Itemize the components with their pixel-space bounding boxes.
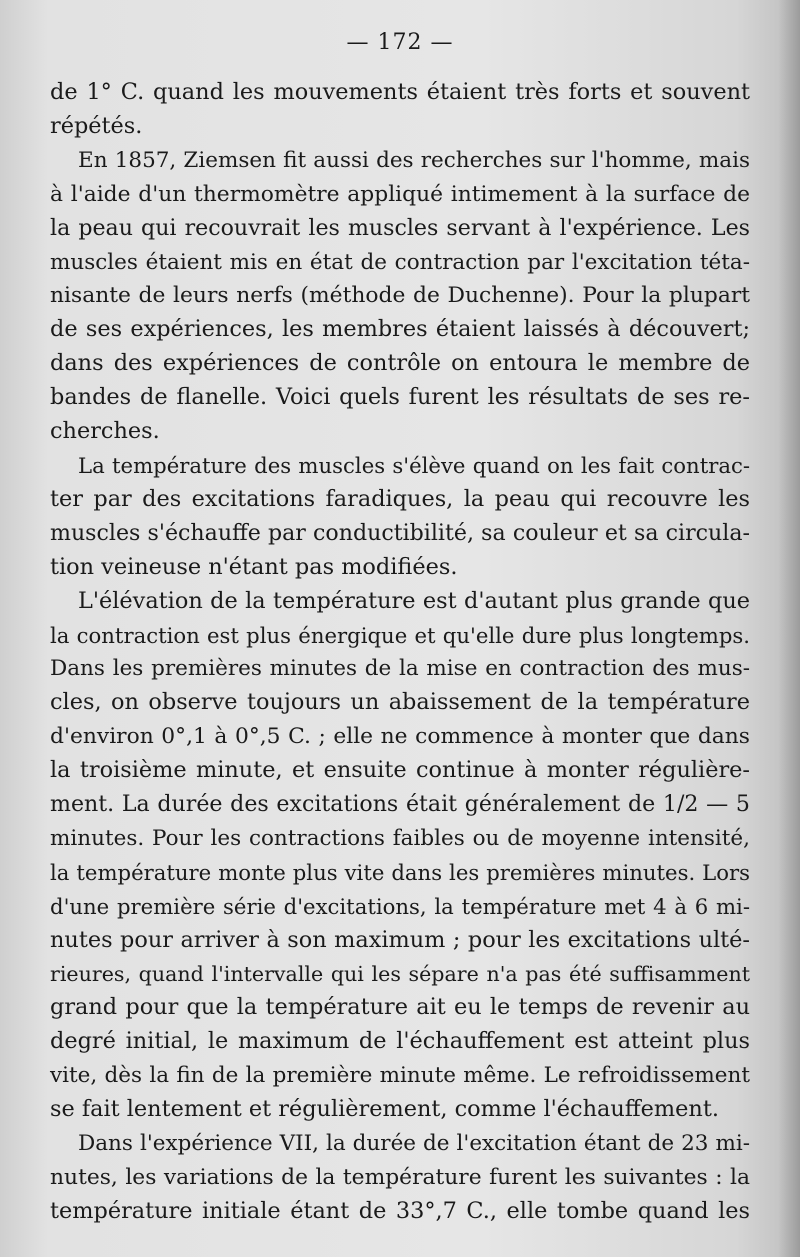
text-line: cles, on observe toujours un abaissement de la température: [50, 689, 750, 716]
text-line: la peau qui recouvrait les muscles servant à l'expérience. Les: [50, 214, 750, 241]
text-line: d'environ 0°,1 à 0°,5 C. ; elle ne commence à monter que dans: [50, 724, 750, 750]
text-line: La température des muscles s'élève quand on les fait contrac-: [78, 452, 750, 478]
paragraph-1: [50, 76, 750, 144]
text-line: muscles s'échauffe par conductibilité, sa couleur et sa circula-: [50, 519, 750, 546]
page-number: — 172 —: [346, 30, 454, 55]
paragraph-4: [50, 585, 750, 1128]
text-line: de 1° C. quand les mouvements étaient très forts et souvent: [50, 79, 750, 105]
text-line: En 1857, Ziemsen fit aussi des recherches sur l'homme, mais: [78, 147, 750, 173]
text-line: bandes de flanelle. Voici quels furent les résultats de ses re-: [50, 384, 750, 411]
text-line: vite, dès la fin de la première minute même. Le refroidissement: [50, 1063, 750, 1089]
text-line: nisante de leurs nerfs (méthode de Duchenne). Pour la plupart: [50, 283, 750, 309]
text-line: la troisième minute, et ensuite continue à monter régulière-: [50, 757, 750, 784]
text-line: rieures, quand l'intervalle qui les sépare n'a pas été suffisamment: [50, 961, 750, 986]
text-line: L'élévation de la température est d'autant plus grande que: [78, 587, 750, 614]
text-line: tion veineuse n'étant pas modifiées.: [50, 553, 458, 580]
paragraph-3: [50, 449, 750, 585]
text-line: ment. La durée des excitations était généralement de 1/2 — 5: [50, 791, 750, 818]
text-line: grand pour que la température ait eu le temps de revenir au: [50, 994, 750, 1021]
text-line: degré initial, le maximum de l'échauffement est atteint plus: [50, 1028, 750, 1055]
text-line: nutes pour arriver à son maximum ; pour les excitations ulté-: [50, 926, 750, 953]
text-line: répétés.: [50, 112, 143, 139]
text-line: la température monte plus vite dans les premières minutes. Lors: [50, 859, 750, 885]
text-line: d'une première série d'excitations, la température met 4 à 6 mi-: [50, 893, 750, 919]
paragraph-2: [50, 144, 750, 449]
text-line: se fait lentement et régulièrement, comme l'échauffement.: [50, 1096, 719, 1123]
text-line: Dans l'expérience VII, la durée de l'excitation étant de 23 mi-: [78, 1131, 750, 1157]
text-line: température initiale étant de 33°,7 C., elle tombe quand les: [50, 1197, 750, 1224]
paragraph-5: [50, 1127, 750, 1229]
text-line: de ses expériences, les membres étaient laissés à découvert;: [50, 316, 750, 343]
text-line: la contraction est plus énergique et qu'elle dure plus longtemps.: [50, 622, 750, 648]
page-edge-shadow: [778, 0, 800, 1257]
text-line: à l'aide d'un thermomètre appliqué intimement à la surface de: [50, 181, 750, 207]
text-line: dans des expériences de contrôle on entoura le membre de: [50, 350, 750, 377]
text-line: muscles étaient mis en état de contraction par l'excitation téta-: [50, 249, 750, 275]
text-line: cherches.: [50, 418, 160, 445]
body-text: [50, 76, 750, 1229]
text-line: nutes, les variations de la température furent les suivantes : la: [50, 1165, 750, 1190]
text-line: ter par des excitations faradiques, la peau qui recouvre les: [50, 485, 750, 512]
text-line: minutes. Pour les contractions faibles ou de moyenne intensité,: [50, 825, 750, 851]
text-line: Dans les premières minutes de la mise en contraction des mus-: [50, 656, 750, 682]
